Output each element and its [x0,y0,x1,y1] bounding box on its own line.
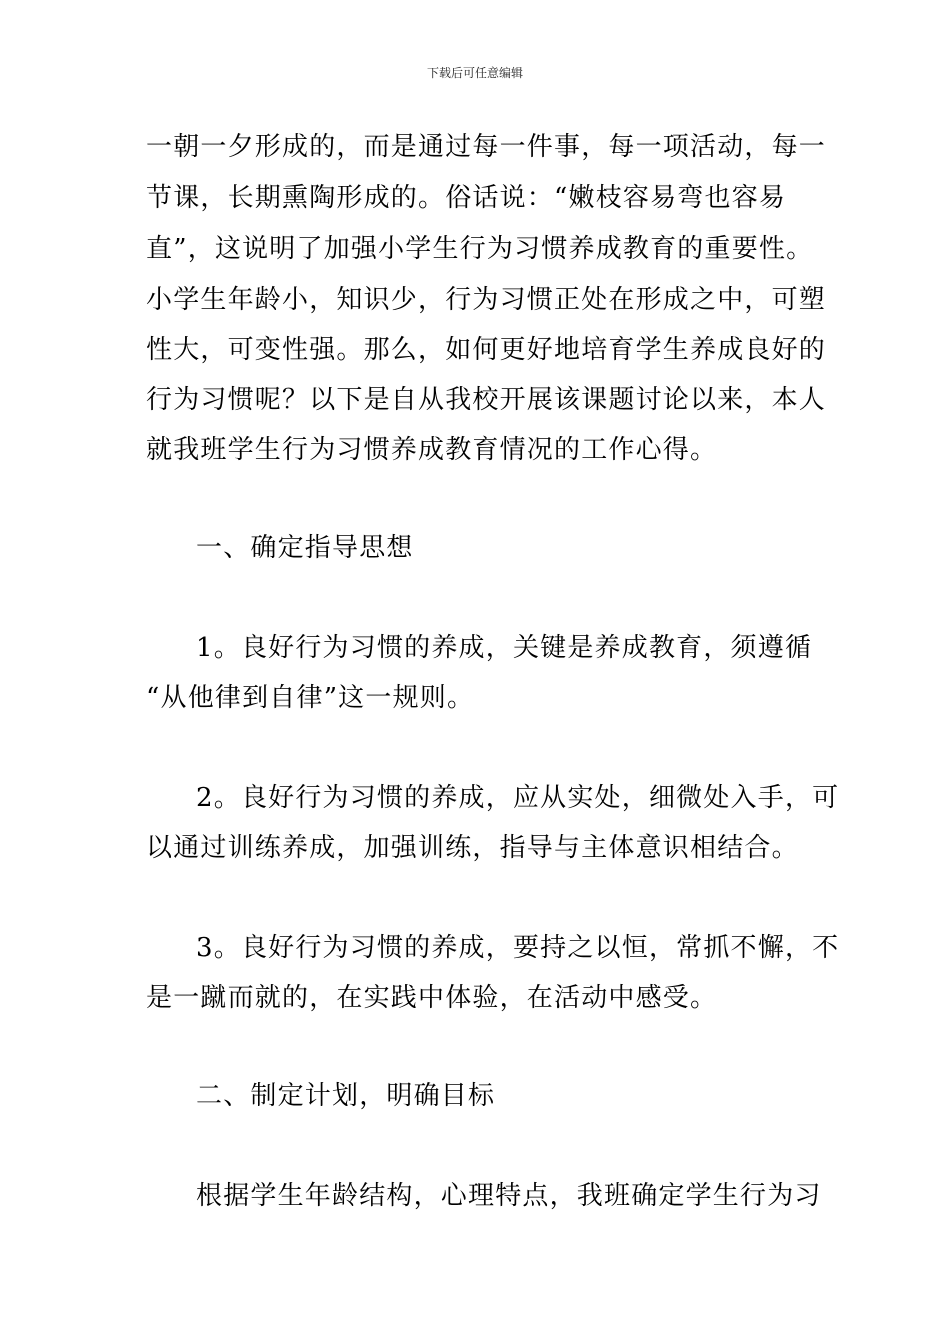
body-line: 行为习惯呢？以下是自从我校开展该课题讨论以来，本人 [146,385,827,415]
body-line: 直”，这说明了加强小学生行为习惯养成教育的重要性。 [146,234,814,264]
body-line: “从他律到自律”这一规则。 [146,683,475,713]
body-line: 节课，长期熏陶形成的。俗话说：“嫩枝容易弯也容易 [146,183,787,213]
section-heading: 二、制定计划，明确目标 [196,1081,496,1111]
body-line: 根据学生年龄结构，心理特点，我班确定学生行为习 [196,1181,822,1211]
body-line: 以通过训练养成，加强训练，指导与主体意识相结合。 [146,833,799,863]
body-line: 就我班学生行为习惯养成教育情况的工作心得。 [146,435,718,465]
body-line: 是一蹴而就的，在实践中体验，在活动中感受。 [146,983,718,1013]
body-line: 小学生年龄小，知识少，行为习惯正处在形成之中，可塑 [146,285,827,315]
body-line: 一朝一夕形成的，而是通过每一件事，每一项活动，每一 [146,132,827,162]
section-heading: 一、确定指导思想 [196,533,414,563]
body-line: 性大，可变性强。那么，如何更好地培育学生养成良好的 [146,335,827,365]
page-header: 下载后可任意编辑 [426,66,523,80]
body-line: 2。良好行为习惯的养成，应从实处，细微处入手，可 [196,783,840,813]
body-line: 3。良好行为习惯的养成，要持之以恒，常抓不懈，不 [196,933,840,963]
body-line: 1。良好行为习惯的养成，关键是养成教育，须遵循 [196,633,813,663]
